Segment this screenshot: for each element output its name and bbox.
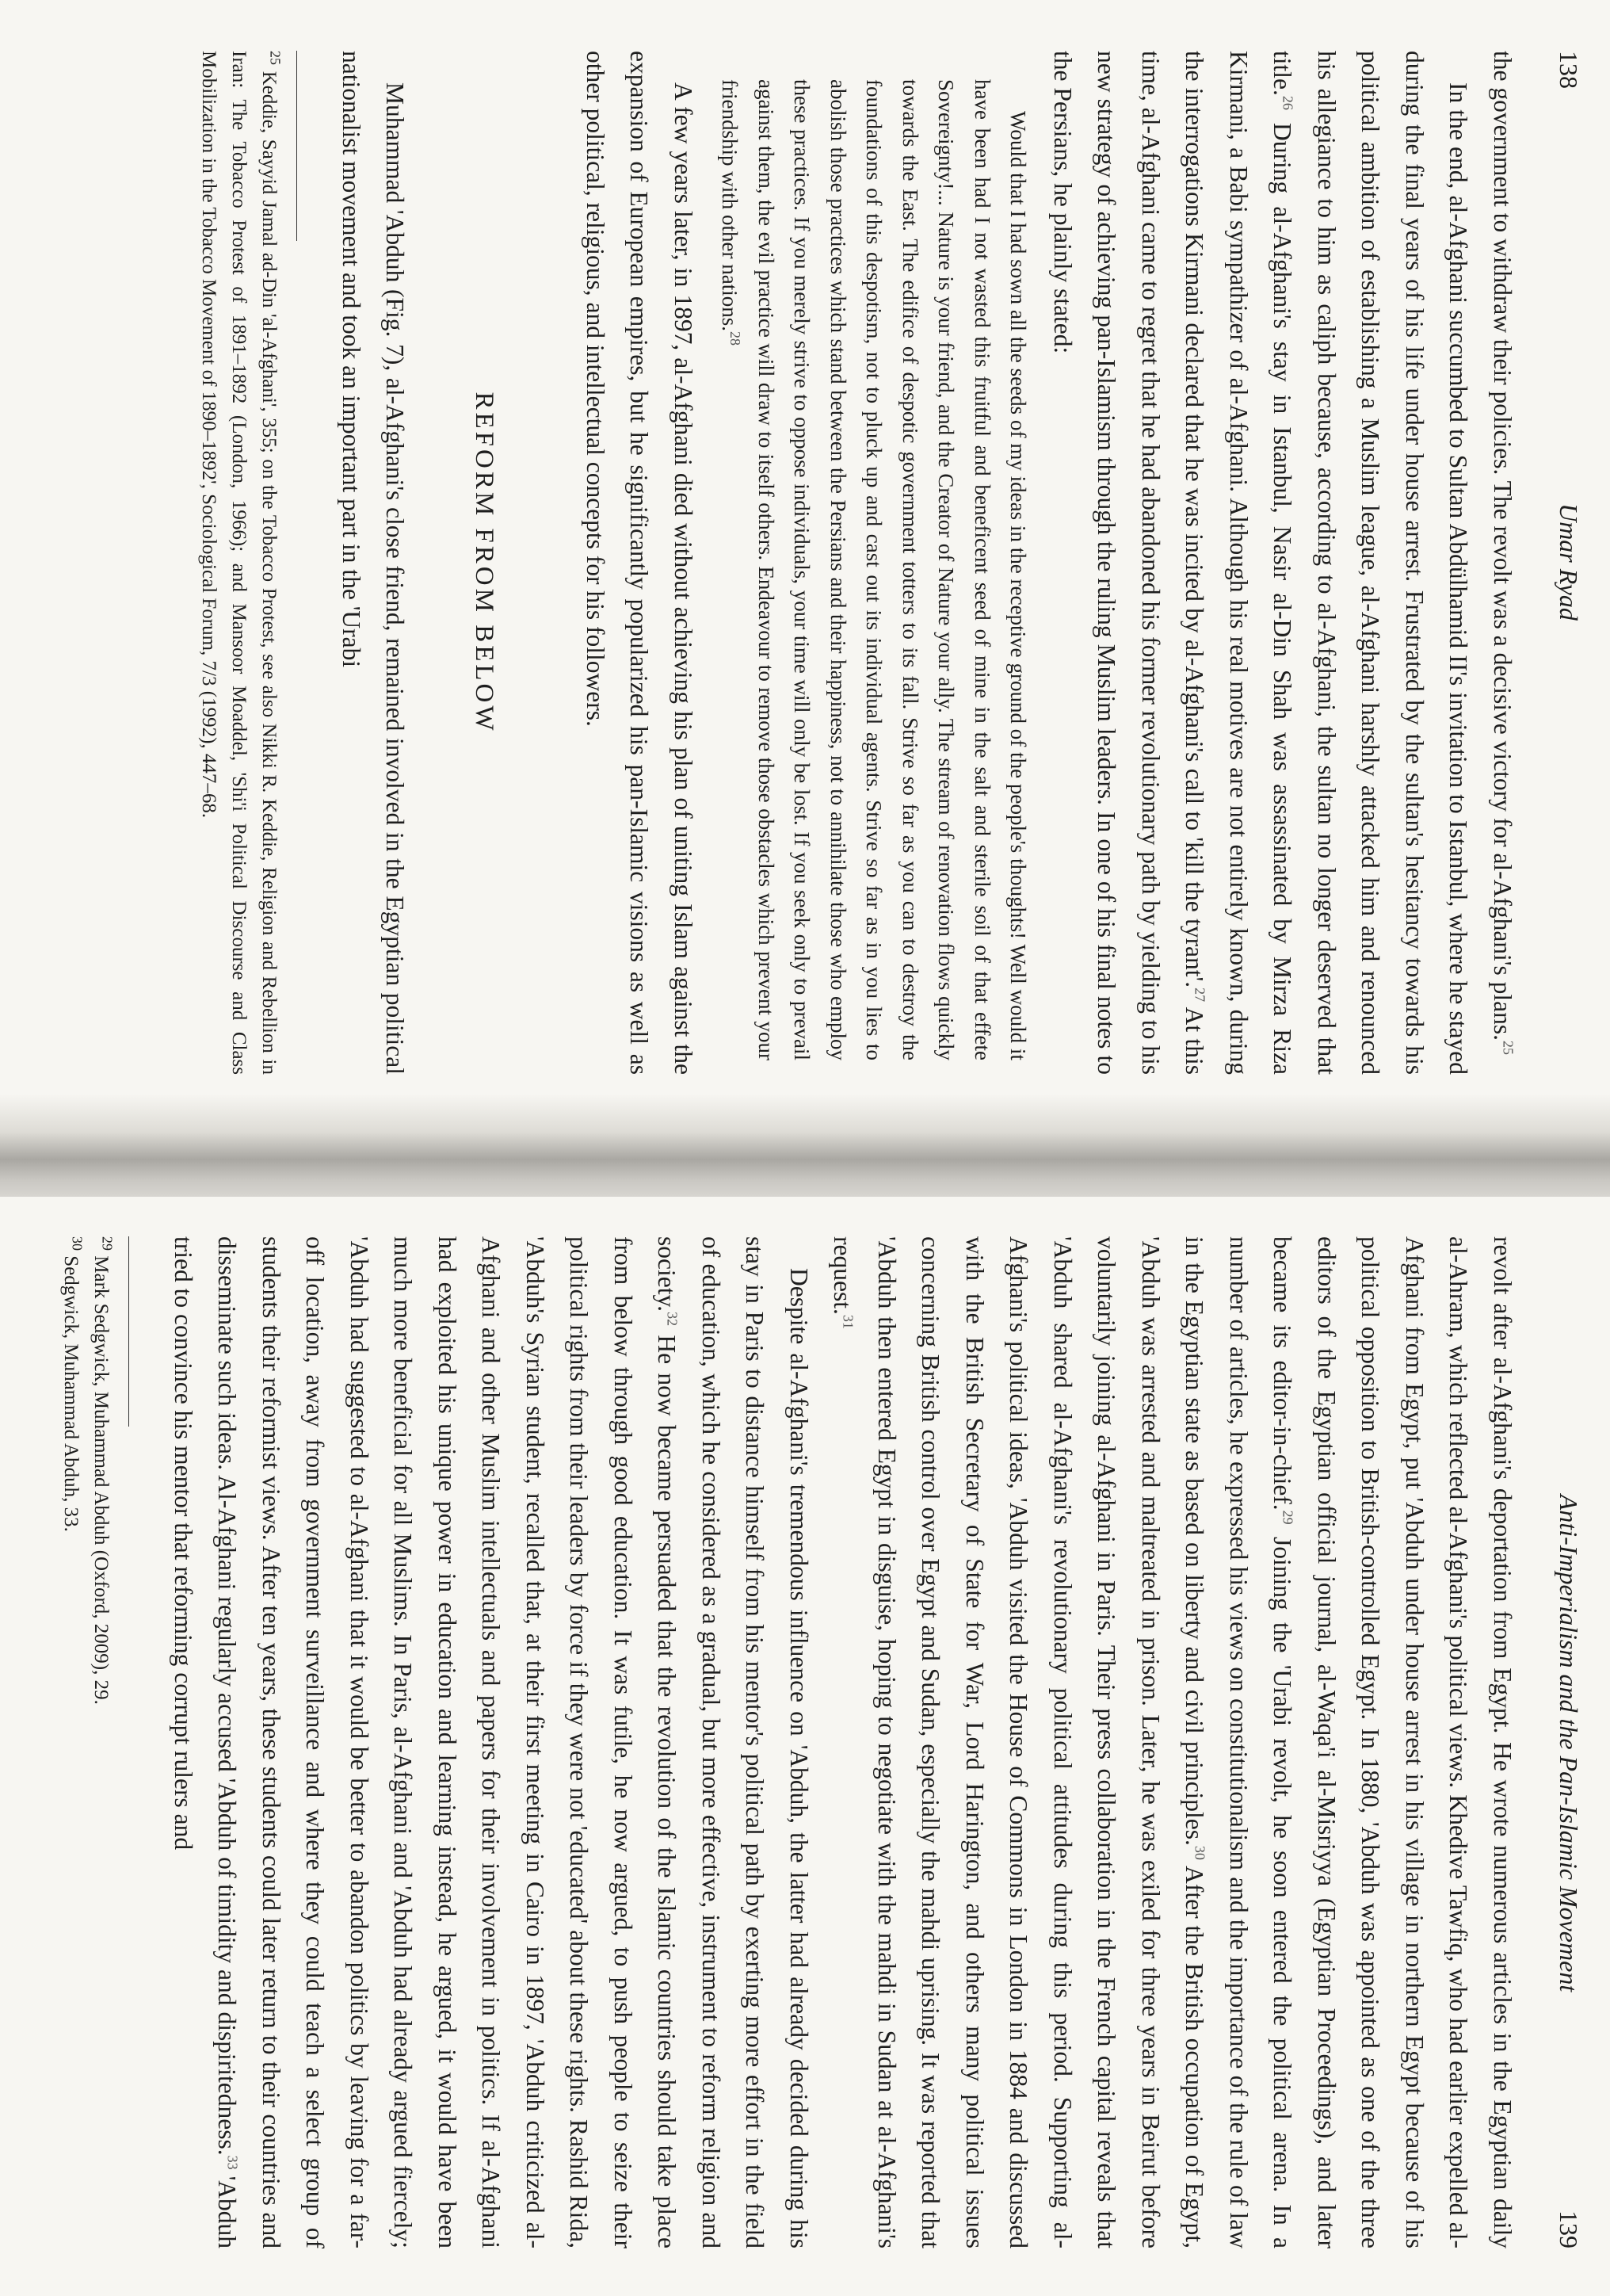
running-header-right [1543,1236,1583,2248]
footnote-rule [297,51,298,241]
body-paragraph: the government to withdraw their policies. The revolt was a decisive victory for al-Afghani's plans.$^{25}$ [1489,51,1517,1055]
running-head-title: Anti-Imperialism and the Pan-Islamic Movement [1555,1494,1583,1992]
footnote: $^{29}$ Mark Sedgwick, Muhammad Abduh (Oxford, 2009), 29. [90,1236,116,1705]
body-paragraph: revolt after al-Afghani's deportation from Egypt. He wrote numerous articles in the Egyptian daily al-Ahram, which reflected al-Afghani's political views. Khedive Tawfiq, who had earlier expelled al-Afghani from Egypt, put 'Abduh under house arrest in his village in northern Egypt because of his political opposition to British-controlled Egypt. In 1880, 'Abduh was appointed as one of the three editors of the Egyptian official journal, al-Waqa'i al-Misriyya (Egyptian Proceedings), and later became its editor-in-chief.$^{29}$ Joining the 'Urabi revolt, he soon entered the political arena. In a number of articles, he expressed his views on constitutionalism and the importance of the rule of law in the Egyptian state as based on liberty and civil principles.$^{30}$ After the British occupation of Egypt, 'Abduh was arrested and maltreated in prison. Later, he was exiled for three years in Beirut before voluntarily joining al-Afghani in Paris. Their press collaboration in the French capital reveals that 'Abduh shared al-Afghani's revolutionary political attitudes during this period. Supporting al-Afghani's political ideas, 'Abduh visited the House of Commons in London in 1884 and discussed with the British Secretary of State for War, Lord Harington, and others many political issues concerning British control over Egypt and Sudan, especially the mahdi uprising. It was reported that 'Abduh then entered Egypt in disguise, hoping to negotiate with the mahdi in Sudan at al-Afghani's request.$^{31}$ [829,1236,1517,2249]
page-number-right: 139 [1555,2210,1583,2248]
running-head-author: Umar Ryad [1555,503,1583,621]
footnote-rule [129,1236,130,1427]
body-paragraph: Muhammad 'Abduh (Fig. 7), al-Afghani's close friend, remained involved in the Egyptian political nationalist movement and took an important part in the 'Urabi [338,51,410,1075]
running-header-left [1543,51,1583,1075]
section-heading: REFORM FROM BELOW [470,392,499,734]
body-paragraph: In the end, al-Afghani succumbed to Sultan Abdülhamid II's invitation to Istanbul, where he stayed during the final years of his life under house arrest. Frustrated by the sultan's hesitancy towards his political ambition of establishing a Muslim league, al-Afghani harshly attacked him and renounced his allegiance to him as caliph because, according to al-Afghani, the sultan no longer deserved that title.$^{26}$ During al-Afghani's stay in Istanbul, Nasir al-Din Shah was assassinated by Mirza Riza Kirmani, a Babi sympathizer of al-Afghani. Although his real motives are not entirely known, during the interrogations Kirmani declared that he was incited by al-Afghani's call to 'kill the tyrant'.$^{27}$ At this time, al-Afghani came to regret that he had abandoned his former revolutionary path by yielding to his new strategy of achieving pan-Islamism through the ruling Muslim leaders. In one of his final notes to the Persians, he plainly stated: [1049,51,1473,1075]
block-quote: Would that I had sown all the seeds of my ideas in the receptive ground of the people's thoughts! Well would it have been had I not wasted this fruitful and beneficent seed of mine in the salt and sterile soil of that effete Sovereignty!... Nature is your friend, and the Creator of Nature your ally. The stream of renovation flows quickly towards the East. The edifice of despotic government totters to its fall. Strive so far as you can to destroy the foundations of this despotism, not to pluck up and cast out its individual agents. Strive so far as in you lies to abolish those practices which stand between the Persians and their happiness, not to annihilate those who employ these practices. If you merely strive to oppose individuals, your time will only be lost. If you seek only to prevail against them, the evil practice will draw to itself others. Endeavour to remove those obstacles which prevent your friendship with other nations.$^{28}$ [718,79,1031,1060]
body-paragraph: Despite al-Afghani's tremendous influence on 'Abduh, the latter had already decided during his stay in Paris to distance himself from his mentor's political path by exerting more effort in the field of education, which he considered as a gradual, but more effective, instrument to reform religion and society.$^{32}$ He now became persuaded that the revolution of the Islamic countries should take place from below through good education. It was futile, he now argued, to push people to seize their political rights from their leaders by force if they were not 'educated' about these rights. Rashid Rida, 'Abduh's Syrian student, recalled that, at their first meeting in Cairo in 1897, 'Abduh criticized al-Afghani and other Muslim intellectuals and papers for their involvement in politics. If al-Afghani had exploited his unique power in education and learning instead, he argued, it would have been much more beneficial for all Muslims. In Paris, al-Afghani and 'Abduh had already argued fiercely; 'Abduh had suggested to al-Afghani that it would be better to abandon politics by leaving for a far-off location, away from government surveillance and where they could teach a select group of students their reformist views. After ten years, these students could later return to their countries and disseminate such ideas. Al-Afghani regularly accused 'Abduh of timidity and dispiritedness.$^{33}$ 'Abduh tried to convince his mentor that reforming corrupt rulers and [170,1236,813,2249]
footnote: $^{25}$ Keddie, Sayyid Jamal ad-Din 'al-Afghani', 355; on the Tobacco Protest, see also Nikki R. Keddie, Religion and Rebellion in Iran: The Tobacco Protest of 1891–1892 (London, 1966); and Mansoor Moaddel, 'Shi'i Political Discourse and Class Mobilization in the Tobacco Movement of 1890–1892', Sociological Forum, 7/3 (1992), 447–68. [198,51,284,1075]
right-page [0,1197,1610,2296]
left-page [0,0,1610,1116]
page-number-left: 138 [1555,51,1583,89]
body-paragraph: A few years later, in 1897, al-Afghani died without achieving his plan of uniting Islam against the expansion of European empires, but he significantly popularized his pan-Islamic visions as well as other political, religious, and intellectual concepts for his followers. [582,51,697,1075]
footnote: $^{30}$ Sedgwick, Muhammad Abduh, 33. [60,1236,86,1532]
